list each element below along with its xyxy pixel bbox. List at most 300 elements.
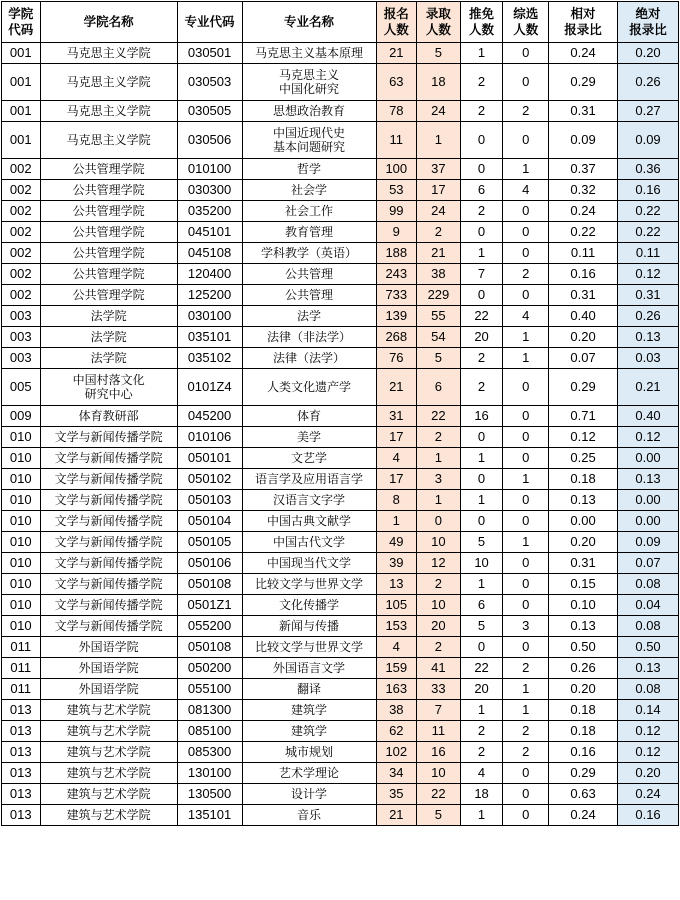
applied-count-cell: 21 — [376, 43, 417, 64]
school-code-cell: 009 — [2, 406, 41, 427]
applied-count-cell: 8 — [376, 490, 417, 511]
relative-ratio-cell: 0.18 — [549, 700, 618, 721]
table-row — [2, 532, 679, 553]
absolute-ratio-cell: 0.03 — [618, 348, 679, 369]
school-code-cell: 002 — [2, 243, 41, 264]
school-name-cell — [40, 532, 177, 553]
admitted-count-cell: 37 — [417, 159, 461, 180]
school-code-cell: 005 — [2, 369, 41, 406]
admitted-count-cell: 55 — [417, 306, 461, 327]
cell-line: 汉语言文字学 — [273, 493, 346, 507]
exempt-count-cell: 10 — [460, 553, 503, 574]
exempt-count-cell: 5 — [460, 532, 503, 553]
header-major-name — [242, 2, 376, 43]
major-code-cell: 030505 — [177, 101, 242, 122]
absolute-ratio-cell: 0.00 — [618, 490, 679, 511]
relative-ratio-cell: 0.20 — [549, 532, 618, 553]
school-name-cell — [40, 553, 177, 574]
school-code-cell: 002 — [2, 180, 41, 201]
cell-line: 中国古典文献学 — [267, 514, 352, 528]
school-name-cell — [40, 490, 177, 511]
comprehensive-count-cell: 0 — [503, 595, 549, 616]
table-row — [2, 511, 679, 532]
school-code-cell: 013 — [2, 763, 41, 784]
major-name-cell — [242, 700, 376, 721]
relative-ratio-cell: 0.10 — [549, 595, 618, 616]
admitted-count-cell: 17 — [417, 180, 461, 201]
table-row — [2, 222, 679, 243]
cell-line: 文艺学 — [291, 451, 328, 465]
applied-count-cell: 139 — [376, 306, 417, 327]
school-code-cell: 013 — [2, 742, 41, 763]
relative-ratio-cell: 0.07 — [549, 348, 618, 369]
comprehensive-count-cell: 0 — [503, 64, 549, 101]
major-name-cell — [242, 658, 376, 679]
absolute-ratio-cell: 0.16 — [618, 180, 679, 201]
cell-line: 人类文化遗产学 — [267, 380, 352, 394]
absolute-ratio-cell: 0.40 — [618, 406, 679, 427]
applied-count-cell: 105 — [376, 595, 417, 616]
cell-line: 法学 — [297, 309, 322, 323]
school-code-cell: 002 — [2, 222, 41, 243]
school-name-cell — [40, 43, 177, 64]
school-code-cell: 010 — [2, 595, 41, 616]
cell-line: 研究中心 — [84, 387, 133, 401]
major-code-cell: 050104 — [177, 511, 242, 532]
major-name-cell — [242, 180, 376, 201]
school-name-cell — [40, 369, 177, 406]
cell-line: 公共管理 — [285, 288, 334, 302]
relative-ratio-cell: 0.18 — [549, 721, 618, 742]
school-code-cell: 002 — [2, 159, 41, 180]
relative-ratio-cell: 0.12 — [549, 427, 618, 448]
major-name-cell — [242, 306, 376, 327]
exempt-count-cell: 2 — [460, 348, 503, 369]
major-code-cell: 030503 — [177, 64, 242, 101]
cell-line: 教育管理 — [285, 225, 334, 239]
cell-line: 外国语学院 — [78, 661, 139, 675]
applied-count-cell: 31 — [376, 406, 417, 427]
relative-ratio-cell: 0.71 — [549, 406, 618, 427]
exempt-count-cell: 0 — [460, 122, 503, 159]
applied-count-cell: 38 — [376, 700, 417, 721]
header-line: 人数 — [513, 22, 539, 37]
major-name-cell — [242, 243, 376, 264]
school-code-cell: 013 — [2, 700, 41, 721]
exempt-count-cell: 0 — [460, 637, 503, 658]
school-code-cell: 002 — [2, 201, 41, 222]
school-name-cell — [40, 595, 177, 616]
cell-line: 美学 — [297, 430, 322, 444]
exempt-count-cell: 0 — [460, 469, 503, 490]
header-line: 人数 — [425, 22, 451, 37]
cell-line: 法学院 — [90, 330, 127, 344]
exempt-count-cell: 2 — [460, 742, 503, 763]
absolute-ratio-cell: 0.11 — [618, 243, 679, 264]
major-code-cell: 130100 — [177, 763, 242, 784]
table-row — [2, 264, 679, 285]
absolute-ratio-cell: 0.12 — [618, 742, 679, 763]
absolute-ratio-cell: 0.26 — [618, 306, 679, 327]
school-name-cell — [40, 658, 177, 679]
exempt-count-cell: 0 — [460, 222, 503, 243]
header-line: 学院 — [8, 6, 34, 21]
cell-line: 文学与新闻传播学院 — [54, 577, 163, 591]
admitted-count-cell: 5 — [417, 348, 461, 369]
major-name-cell — [242, 101, 376, 122]
cell-line: 文学与新闻传播学院 — [54, 430, 163, 444]
header-line: 综选 — [513, 6, 539, 21]
major-code-cell: 085300 — [177, 742, 242, 763]
header-absolute-ratio — [618, 2, 679, 43]
cell-line: 建筑与艺术学院 — [66, 808, 151, 822]
header-exempt — [460, 2, 503, 43]
major-name-cell — [242, 448, 376, 469]
cell-line: 中国化研究 — [279, 82, 340, 96]
exempt-count-cell: 22 — [460, 306, 503, 327]
table-row — [2, 490, 679, 511]
comprehensive-count-cell: 0 — [503, 222, 549, 243]
school-name-cell — [40, 784, 177, 805]
exempt-count-cell: 16 — [460, 406, 503, 427]
school-code-cell: 002 — [2, 264, 41, 285]
cell-line: 公共管理学院 — [72, 183, 145, 197]
applied-count-cell: 17 — [376, 427, 417, 448]
major-name-cell — [242, 574, 376, 595]
table-row — [2, 742, 679, 763]
school-code-cell: 002 — [2, 285, 41, 306]
absolute-ratio-cell: 0.22 — [618, 222, 679, 243]
admitted-count-cell: 5 — [417, 43, 461, 64]
major-code-cell: 050101 — [177, 448, 242, 469]
major-name-cell — [242, 427, 376, 448]
header-line: 学院名称 — [83, 14, 134, 29]
admitted-count-cell: 10 — [417, 763, 461, 784]
admitted-count-cell: 3 — [417, 469, 461, 490]
admitted-count-cell: 7 — [417, 700, 461, 721]
absolute-ratio-cell: 0.27 — [618, 101, 679, 122]
cell-line: 中国村落文化 — [72, 373, 145, 387]
absolute-ratio-cell: 0.09 — [618, 122, 679, 159]
cell-line: 外国语学院 — [78, 640, 139, 654]
school-name-cell — [40, 222, 177, 243]
major-name-cell — [242, 763, 376, 784]
cell-line: 思想政治教育 — [273, 104, 346, 118]
applied-count-cell: 188 — [376, 243, 417, 264]
comprehensive-count-cell: 1 — [503, 159, 549, 180]
school-name-cell — [40, 427, 177, 448]
school-name-cell — [40, 122, 177, 159]
cell-line: 建筑与艺术学院 — [66, 787, 151, 801]
header-line: 报录比 — [564, 22, 602, 37]
comprehensive-count-cell: 0 — [503, 285, 549, 306]
school-code-cell: 003 — [2, 348, 41, 369]
absolute-ratio-cell: 0.08 — [618, 616, 679, 637]
absolute-ratio-cell: 0.50 — [618, 637, 679, 658]
exempt-count-cell: 18 — [460, 784, 503, 805]
cell-line: 公共管理学院 — [72, 225, 145, 239]
absolute-ratio-cell: 0.08 — [618, 574, 679, 595]
cell-line: 马克思主义学院 — [66, 104, 151, 118]
comprehensive-count-cell: 0 — [503, 490, 549, 511]
cell-line: 马克思主义学院 — [66, 46, 151, 60]
admitted-count-cell: 16 — [417, 742, 461, 763]
cell-line: 公共管理学院 — [72, 204, 145, 218]
comprehensive-count-cell: 0 — [503, 805, 549, 826]
major-name-cell — [242, 264, 376, 285]
cell-line: 外国语学院 — [78, 682, 139, 696]
absolute-ratio-cell: 0.13 — [618, 469, 679, 490]
cell-line: 公共管理学院 — [72, 267, 145, 281]
applied-count-cell: 34 — [376, 763, 417, 784]
cell-line: 基本问题研究 — [273, 140, 346, 154]
school-name-cell — [40, 448, 177, 469]
school-name-cell — [40, 348, 177, 369]
absolute-ratio-cell: 0.26 — [618, 64, 679, 101]
table-row — [2, 616, 679, 637]
major-code-cell: 030506 — [177, 122, 242, 159]
cell-line: 中国古代文学 — [273, 535, 346, 549]
exempt-count-cell: 1 — [460, 574, 503, 595]
exempt-count-cell: 6 — [460, 595, 503, 616]
relative-ratio-cell: 0.31 — [549, 285, 618, 306]
applied-count-cell: 733 — [376, 285, 417, 306]
school-code-cell: 013 — [2, 721, 41, 742]
school-name-cell — [40, 700, 177, 721]
school-name-cell — [40, 679, 177, 700]
school-name-cell — [40, 721, 177, 742]
school-name-cell — [40, 763, 177, 784]
absolute-ratio-cell: 0.20 — [618, 763, 679, 784]
school-name-cell — [40, 64, 177, 101]
cell-line: 建筑与艺术学院 — [66, 724, 151, 738]
header-line: 专业名称 — [284, 14, 335, 29]
applied-count-cell: 76 — [376, 348, 417, 369]
table-row — [2, 180, 679, 201]
relative-ratio-cell: 0.00 — [549, 511, 618, 532]
major-name-cell — [242, 43, 376, 64]
major-code-cell: 010100 — [177, 159, 242, 180]
major-name-cell — [242, 122, 376, 159]
admitted-count-cell: 6 — [417, 369, 461, 406]
table-row — [2, 763, 679, 784]
exempt-count-cell: 1 — [460, 805, 503, 826]
comprehensive-count-cell: 4 — [503, 306, 549, 327]
relative-ratio-cell: 0.16 — [549, 742, 618, 763]
cell-line: 文学与新闻传播学院 — [54, 619, 163, 633]
header-school-code — [2, 2, 41, 43]
relative-ratio-cell: 0.26 — [549, 658, 618, 679]
relative-ratio-cell: 0.20 — [549, 327, 618, 348]
header-major-code — [177, 2, 242, 43]
absolute-ratio-cell: 0.24 — [618, 784, 679, 805]
cell-line: 新闻与传播 — [279, 619, 340, 633]
applied-count-cell: 102 — [376, 742, 417, 763]
absolute-ratio-cell: 0.12 — [618, 427, 679, 448]
school-code-cell: 011 — [2, 637, 41, 658]
major-code-cell: 050105 — [177, 532, 242, 553]
admission-ratio-table — [1, 1, 679, 826]
comprehensive-count-cell: 0 — [503, 243, 549, 264]
comprehensive-count-cell: 1 — [503, 679, 549, 700]
absolute-ratio-cell: 0.31 — [618, 285, 679, 306]
school-name-cell — [40, 511, 177, 532]
major-name-cell — [242, 222, 376, 243]
absolute-ratio-cell: 0.20 — [618, 43, 679, 64]
major-code-cell: 085100 — [177, 721, 242, 742]
admitted-count-cell: 33 — [417, 679, 461, 700]
major-name-cell — [242, 721, 376, 742]
table-row — [2, 784, 679, 805]
school-name-cell — [40, 264, 177, 285]
comprehensive-count-cell: 1 — [503, 327, 549, 348]
school-name-cell — [40, 805, 177, 826]
admitted-count-cell: 18 — [417, 64, 461, 101]
applied-count-cell: 17 — [376, 469, 417, 490]
exempt-count-cell: 2 — [460, 64, 503, 101]
exempt-count-cell: 1 — [460, 448, 503, 469]
comprehensive-count-cell: 3 — [503, 616, 549, 637]
school-name-cell — [40, 616, 177, 637]
major-code-cell: 050106 — [177, 553, 242, 574]
admitted-count-cell: 22 — [417, 784, 461, 805]
major-name-cell — [242, 805, 376, 826]
header-line: 绝对 — [635, 6, 661, 21]
exempt-count-cell: 0 — [460, 285, 503, 306]
major-code-cell: 030100 — [177, 306, 242, 327]
applied-count-cell: 13 — [376, 574, 417, 595]
major-code-cell: 050108 — [177, 574, 242, 595]
header-line: 报名 — [383, 6, 409, 21]
cell-line: 文学与新闻传播学院 — [54, 472, 163, 486]
major-code-cell: 135101 — [177, 805, 242, 826]
major-name-cell — [242, 201, 376, 222]
header-line: 录取 — [425, 6, 451, 21]
header-line: 代码 — [8, 22, 34, 37]
header-comprehensive — [503, 2, 549, 43]
comprehensive-count-cell: 0 — [503, 763, 549, 784]
comprehensive-count-cell: 0 — [503, 553, 549, 574]
cell-line: 比较文学与世界文学 — [255, 640, 364, 654]
absolute-ratio-cell: 0.00 — [618, 511, 679, 532]
relative-ratio-cell: 0.16 — [549, 264, 618, 285]
cell-line: 文学与新闻传播学院 — [54, 493, 163, 507]
absolute-ratio-cell: 0.13 — [618, 658, 679, 679]
relative-ratio-cell: 0.18 — [549, 469, 618, 490]
absolute-ratio-cell: 0.36 — [618, 159, 679, 180]
absolute-ratio-cell: 0.07 — [618, 553, 679, 574]
header-relative-ratio — [549, 2, 618, 43]
header-line: 专业代码 — [184, 14, 235, 29]
header-line: 推免 — [469, 6, 495, 21]
school-code-cell: 001 — [2, 43, 41, 64]
admitted-count-cell: 12 — [417, 553, 461, 574]
absolute-ratio-cell: 0.12 — [618, 721, 679, 742]
major-code-cell: 0101Z4 — [177, 369, 242, 406]
cell-line: 文学与新闻传播学院 — [54, 535, 163, 549]
cell-line: 建筑与艺术学院 — [66, 766, 151, 780]
applied-count-cell: 1 — [376, 511, 417, 532]
table-row — [2, 637, 679, 658]
cell-line: 建筑学 — [291, 703, 328, 717]
school-code-cell: 003 — [2, 306, 41, 327]
applied-count-cell: 62 — [376, 721, 417, 742]
table-row — [2, 369, 679, 406]
relative-ratio-cell: 0.31 — [549, 101, 618, 122]
cell-line: 法学院 — [90, 351, 127, 365]
major-name-cell — [242, 369, 376, 406]
header-row — [2, 2, 679, 43]
comprehensive-count-cell: 1 — [503, 532, 549, 553]
school-name-cell — [40, 180, 177, 201]
applied-count-cell: 21 — [376, 369, 417, 406]
comprehensive-count-cell: 0 — [503, 201, 549, 222]
cell-line: 法律（法学） — [273, 351, 346, 365]
absolute-ratio-cell: 0.00 — [618, 448, 679, 469]
applied-count-cell: 159 — [376, 658, 417, 679]
school-code-cell: 011 — [2, 679, 41, 700]
table-row — [2, 469, 679, 490]
exempt-count-cell: 0 — [460, 427, 503, 448]
relative-ratio-cell: 0.24 — [549, 201, 618, 222]
major-name-cell — [242, 469, 376, 490]
school-code-cell: 001 — [2, 64, 41, 101]
admitted-count-cell: 2 — [417, 574, 461, 595]
comprehensive-count-cell: 2 — [503, 101, 549, 122]
school-code-cell: 001 — [2, 101, 41, 122]
school-code-cell: 010 — [2, 427, 41, 448]
major-code-cell: 055200 — [177, 616, 242, 637]
major-code-cell: 120400 — [177, 264, 242, 285]
cell-line: 公共管理 — [285, 267, 334, 281]
exempt-count-cell: 1 — [460, 43, 503, 64]
major-code-cell: 035101 — [177, 327, 242, 348]
table-row — [2, 43, 679, 64]
admitted-count-cell: 54 — [417, 327, 461, 348]
admitted-count-cell: 41 — [417, 658, 461, 679]
school-code-cell: 013 — [2, 805, 41, 826]
major-code-cell: 081300 — [177, 700, 242, 721]
comprehensive-count-cell: 0 — [503, 369, 549, 406]
comprehensive-count-cell: 2 — [503, 721, 549, 742]
exempt-count-cell: 7 — [460, 264, 503, 285]
admitted-count-cell: 10 — [417, 532, 461, 553]
major-code-cell: 045108 — [177, 243, 242, 264]
major-name-cell — [242, 784, 376, 805]
cell-line: 比较文学与世界文学 — [255, 577, 364, 591]
major-code-cell: 035102 — [177, 348, 242, 369]
exempt-count-cell: 2 — [460, 101, 503, 122]
school-name-cell — [40, 742, 177, 763]
major-name-cell — [242, 348, 376, 369]
relative-ratio-cell: 0.29 — [549, 763, 618, 784]
major-name-cell — [242, 511, 376, 532]
table-body — [2, 43, 679, 826]
relative-ratio-cell: 0.15 — [549, 574, 618, 595]
comprehensive-count-cell: 0 — [503, 43, 549, 64]
exempt-count-cell: 2 — [460, 201, 503, 222]
relative-ratio-cell: 0.13 — [549, 616, 618, 637]
admitted-count-cell: 229 — [417, 285, 461, 306]
school-name-cell — [40, 327, 177, 348]
exempt-count-cell: 2 — [460, 369, 503, 406]
major-code-cell: 050200 — [177, 658, 242, 679]
major-name-cell — [242, 159, 376, 180]
absolute-ratio-cell: 0.12 — [618, 264, 679, 285]
cell-line: 体育 — [297, 409, 322, 423]
admitted-count-cell: 24 — [417, 201, 461, 222]
comprehensive-count-cell: 1 — [503, 348, 549, 369]
